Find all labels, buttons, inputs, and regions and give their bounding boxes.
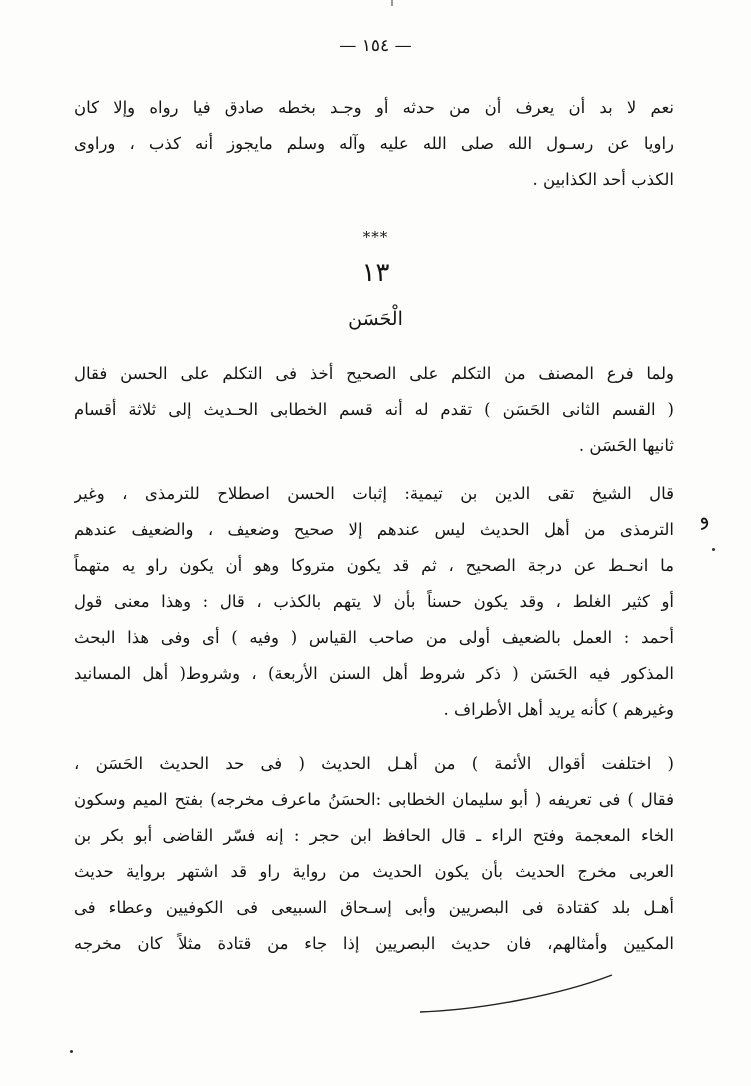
page-number: — ١٥٤ — xyxy=(339,36,412,56)
text-line: ثانيها الحَسَن . xyxy=(578,436,674,455)
margin-annotation: ﻭ xyxy=(694,504,712,530)
paragraph-2 xyxy=(74,356,674,464)
margin-dot xyxy=(712,548,715,551)
text-line: وغيرهم ) كأنه يريد أهل الأطراف . xyxy=(443,700,674,719)
section-number: ١٣ xyxy=(361,258,390,288)
paragraph-3 xyxy=(74,476,674,728)
text-line: نعم لا بد أن يعرف أن من حدثه أو وجـد بخطه صادق فيا رواه وإلا كان xyxy=(74,98,674,117)
paragraph-4 xyxy=(74,746,674,962)
text-line: الخاء المعجمة وفتح الراء ـ قال الحافظ ابن حجر : إنه فسّر القاضى أبو بكر بن xyxy=(74,826,674,845)
text-line: ( القسم الثانى الحَسَن ) تقدم له أنه قسم الخطابى الحـديث إلى ثلاثة أقسام xyxy=(74,400,674,419)
text-line: ما انحـط عن درجة الصحيح ، ثم قد يكون متروكا وهو أن يكون راو يه متهماً xyxy=(74,556,674,575)
text-line: ( اختلفت أقوال الأئمة ) من أهـل الحديث ( فى حد الحديث الحَسَن ، xyxy=(74,754,674,773)
text-line: الترمذى من أهل الحديث ليس عندهم إلا صحيح وضعيف ، والضعيف عندهم xyxy=(74,520,674,539)
text-line: أهـل بلد كقتادة فى البصريين وأبى إسـحاق السبيعى فى الكوفيين وعطاء فى xyxy=(74,898,674,917)
text-line: أحمد : العمل بالضعيف أولى من صاحب القياس ( وفيه ) أى وفى هذا البحث xyxy=(74,628,674,647)
margin-dot xyxy=(70,1050,73,1053)
text-line: راويا عن رسـول الله صلى الله عليه وآله وسلم مايجوز أنه كذب ، وراوى xyxy=(74,134,674,153)
text-line: المكيين وأمثالهم، فان حديث البصريين إذا جاء من قتادة مثلاً كان مخرجه xyxy=(74,934,674,953)
text-line: ولما فرع المصنف من التكلم على الصحيح أخذ فى التكلم على الحسن فقال xyxy=(74,364,674,383)
text-line: أو كثير الغلط ، وقد يكون حسناً بأن لا يتهم بالكذب ، قال : وهذا معنى قول xyxy=(74,592,674,611)
text-line: العربى مخرج الحديث بأن يكون الحديث من رواية راو قد اشتهر برواية حديث xyxy=(74,862,674,881)
paragraph-1 xyxy=(74,90,674,198)
text-line: قال الشيخ تقى الدين بن تيمية: إثبات الحسن اصطلاح للترمذى ، وغير xyxy=(74,484,674,503)
section-title: الْحَسَن xyxy=(348,308,403,330)
section-separator: *** xyxy=(362,228,389,246)
text-line: الكذب أحد الكذابين . xyxy=(532,170,674,189)
text-line: فقال ) فى تعريفه ( أبو سليمان الخطابى :الحسَنُ ماعرف مخرجه) بفتح الميم وسكون xyxy=(74,790,674,809)
text-line: المذكور فيه الحَسَن ( ذكر شروط أهل السنن الأربعة) ، وشروط( أهل المسانيد xyxy=(74,664,674,683)
